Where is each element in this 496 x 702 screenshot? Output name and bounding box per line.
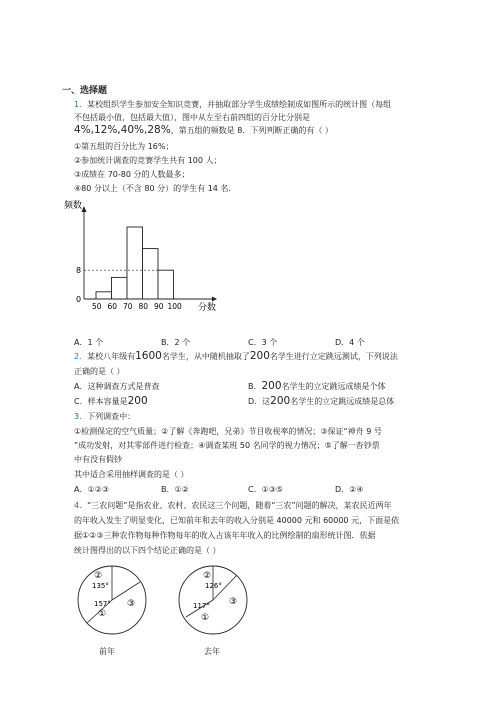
x-tick-label: 60 xyxy=(107,302,118,311)
choice-text: 名学生的立定跳远成绩是个体 xyxy=(281,382,386,391)
question-4-line-3: 据①②③三种农作物每种作物每年的收入占该年年收入的比例绘制的扇形统计图．依据 xyxy=(74,531,376,540)
question-text: 下列调查中： xyxy=(87,412,136,421)
q2-choice-d[interactable] xyxy=(248,396,394,407)
question-text: “三农问题”是指农业、农村、农民这三个问题，随着“三农”问题的解决，某农民近两年 xyxy=(87,501,392,510)
question-4-line-4: 统计图得出的以下四个结论正确的是（ ） xyxy=(74,546,221,555)
percent-list: 4%,12%,40%,28% xyxy=(74,124,171,136)
q2-choice-a[interactable]: A．这种调查方式是普查 xyxy=(74,382,160,391)
question-3-line-2: ”成功发射，对其零部件进行检查；④调查某班 50 名同学的视力情况；⑤了解一沓钞票 xyxy=(74,441,380,450)
sector-label-1: ① xyxy=(98,609,107,619)
x-tick-label: 50 xyxy=(92,302,102,311)
question-text: 名学生，从中随机抽取了 xyxy=(161,352,250,361)
x-axis-label: 分数 xyxy=(198,303,217,313)
question-2-line-1 xyxy=(74,351,398,362)
pie-caption-last-year: 去年 xyxy=(204,647,220,656)
angle-label: 126° xyxy=(205,582,222,590)
number: 200 xyxy=(261,380,282,392)
q1-choice-a[interactable]: A．1 个 xyxy=(74,338,104,347)
section-title: 一、选择题 xyxy=(62,86,108,96)
x-tick-label: 100 xyxy=(167,302,182,311)
histogram-bar xyxy=(96,292,112,299)
number: 200 xyxy=(127,395,148,407)
choice-text: D．这 xyxy=(248,397,271,406)
question-1-line-3 xyxy=(74,125,333,136)
question-4-line-2: 的年收入发生了明显变化，已知前年和去年的收入分别是 40000 元和 60000 元，下面是依 xyxy=(74,516,400,525)
y-axis-label: 频数 xyxy=(64,201,83,211)
angle-label: 117° xyxy=(193,602,210,610)
histogram-bar xyxy=(143,249,159,299)
question-number: 3． xyxy=(74,412,88,421)
y-tick-label: 0 xyxy=(76,295,82,304)
histogram-chart xyxy=(62,196,222,318)
question-1-line-2: 不包括最小值，包括最大值），图中从左至右前四组的百分比分别是 xyxy=(74,113,310,122)
question-number: 2． xyxy=(74,352,88,361)
question-2-line-2: 正确的是（ ） xyxy=(74,367,125,376)
sector-label-2: ② xyxy=(94,571,103,581)
choice-text: C．样本容量是 xyxy=(74,397,128,406)
choice-text: 名学生的立定跳远成绩是总体 xyxy=(290,397,395,406)
histogram-bar xyxy=(158,270,174,299)
sector-label-3: ③ xyxy=(127,599,136,609)
y-axis-arrow xyxy=(82,206,87,212)
question-number: 1． xyxy=(74,100,88,109)
statement-1: ①第五组的百分比为 16%； xyxy=(74,142,174,151)
question-3-line-1: ①检测保定的空气质量；②了解《奔跑吧，兄弟》节目收视率的情况；③保证“神舟 9 号 xyxy=(74,427,382,436)
q1-choice-d[interactable]: D．4 个 xyxy=(335,338,365,347)
pie-caption-previous-year: 前年 xyxy=(99,647,115,656)
sector-label-1: ① xyxy=(201,613,210,623)
q2-choice-c[interactable] xyxy=(74,396,148,407)
question-3-intro xyxy=(74,411,135,422)
pie-chart-previous-year xyxy=(72,560,154,642)
sector-label-2: ② xyxy=(203,571,212,581)
question-text: 某校八年级有 xyxy=(87,352,136,361)
pie-chart-last-year xyxy=(173,560,255,642)
statement-3: ③成绩在 70-80 分的人数最多； xyxy=(74,170,190,179)
y-tick-label: 8 xyxy=(76,266,82,276)
q3-choice-b[interactable]: B．①② xyxy=(161,485,189,494)
question-text: ，第五组的频数是 8．下列判断正确的有（ ） xyxy=(170,126,333,135)
number: 200 xyxy=(270,395,291,407)
question-text: 名学生进行立定跳远测试，下列说法 xyxy=(269,352,398,361)
angle-label: 135° xyxy=(92,582,109,590)
q3-choice-c[interactable]: C．①③⑤ xyxy=(248,485,284,494)
question-4-line-1 xyxy=(74,500,392,511)
x-tick-label: 80 xyxy=(138,302,149,311)
statement-2: ②参加统计调查的竞赛学生共有 100 人； xyxy=(74,156,222,165)
histogram-bar xyxy=(127,227,143,299)
question-number: 4． xyxy=(74,501,88,510)
q3-choice-d[interactable]: D．②④ xyxy=(335,485,364,494)
q1-choice-b[interactable]: B．2 个 xyxy=(161,338,191,347)
question-3-line-3: 中有没有假钞 xyxy=(74,455,122,464)
q2-choice-b[interactable] xyxy=(248,381,386,392)
q3-choice-a[interactable]: A．①②③ xyxy=(74,485,109,494)
number: 200 xyxy=(249,350,270,362)
histogram-bar xyxy=(112,277,128,299)
number: 1600 xyxy=(135,350,162,362)
q1-choice-c[interactable]: C．3 个 xyxy=(248,338,278,347)
question-3-line-4: 其中适合采用抽样调查的是（ ） xyxy=(74,470,189,479)
x-tick-label: 90 xyxy=(154,302,164,311)
choice-letter: B． xyxy=(248,382,262,391)
x-tick-label: 70 xyxy=(123,302,133,311)
angle-label: 157° xyxy=(94,600,111,608)
question-1-line-1 xyxy=(74,99,391,110)
question-text: 某校组织学生参加安全知识竞赛，并抽取部分学生成绩绘制成如图所示的统计图（每组 xyxy=(87,100,392,109)
statement-4: ④80 分以上（不含 80 分）的学生有 14 名． xyxy=(74,184,237,193)
sector-label-3: ③ xyxy=(229,597,238,607)
x-axis-arrow xyxy=(212,297,217,302)
